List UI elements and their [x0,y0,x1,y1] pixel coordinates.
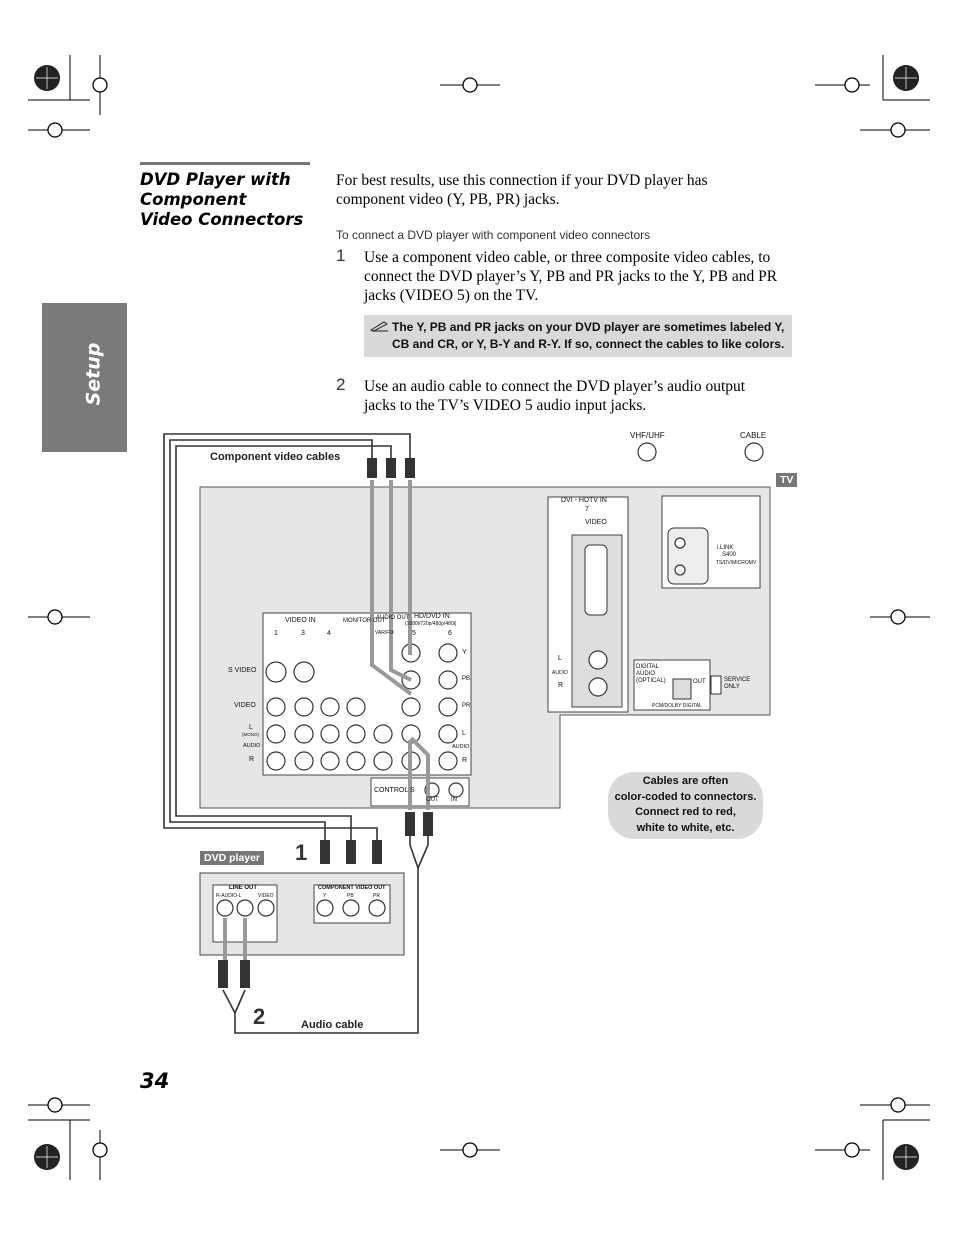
l-jack-label: L [462,730,466,737]
var-fix-label: VAR/FIX [375,630,395,636]
component-video-out-label: COMPONENT VIDEO OUT [318,885,386,891]
hd-dvd-in-label: HD/DVD IN [414,613,450,620]
step-number: 1 [336,246,346,265]
line-out-label: LINE OUT [229,885,257,891]
digital-audio-label: DIGITAL AUDIO (OPTICAL) [636,664,666,684]
service-port [711,676,721,694]
r-jack-label: R [462,757,468,764]
diagram-step-2-marker: 2 [253,1004,266,1029]
cv-pb-label: PB [347,893,354,899]
control-out-label: OUT [426,797,439,803]
procedure-heading: To connect a DVD player with component video connectors [336,228,651,242]
pb-jack-label: PB [462,676,471,682]
step-line: Use an audio cable to connect the DVD player’s audio output [364,378,746,395]
audio-row-label: AUDIO [243,743,261,749]
diagram-step-1-marker: 1 [295,840,308,865]
audio-cable-label: Audio cable [301,1019,364,1031]
tv-tag: TV [776,473,797,487]
l-row-label: L [249,724,253,731]
dvi-connector [585,545,607,615]
video-row-label: VIDEO [234,702,256,709]
control-in-label: IN [451,797,457,803]
ilink-label: i.LINK [717,545,734,551]
intro-line: For best results, use this connection if your DVD player has [336,172,708,189]
color-coding-callout [608,772,763,839]
component-video-cables-label: Component video cables [210,451,341,463]
step-line: jacks to the TV’s VIDEO 5 audio input jacks. [364,397,647,414]
cv-pr-label: PR [373,893,380,899]
step-line: Use a component video cable, or three composite video cables, to [364,249,771,266]
callout-line: white to white, etc. [636,821,735,834]
column-label: 1 [274,630,278,637]
audio-jack-label: AUDIO [452,744,470,750]
note-line: The Y, PB and PR jacks on your DVD player are sometimes labeled Y, [392,320,785,334]
s-video-label: S VIDEO [228,667,257,674]
column-label: 3 [301,630,305,637]
callout-line: Connect red to red, [635,806,736,818]
column-label: 6 [448,630,452,637]
audio-out-label: AUDIO OUT [376,615,410,621]
step-line: connect the DVD player’s Y, PB and PR jacks to the Y, PB and PR [364,268,778,285]
y-jack-label: Y [462,649,467,656]
dvi-audio-label: AUDIO [552,670,568,676]
step-line: jacks (VIDEO 5) on the TV. [364,287,539,304]
ilink-sub-label: TS/DV/MICROMV [716,560,757,566]
control-s-label: CONTROL S [374,787,415,794]
title-line: Video Connectors [140,210,304,229]
optical-out-label: OUT [693,679,706,685]
dvi-r-label: R [558,682,564,689]
av-input-section [263,613,471,775]
title-line: Component [140,190,247,209]
intro-line: component video (Y, PB, PR) jacks. [336,191,560,208]
cv-y-label: Y [323,893,327,899]
dvi-number-label: 7 [585,506,589,513]
column-label: 5 [412,630,416,637]
page-number: 34 [140,1069,170,1093]
hd-dvd-formats-label: (1080i/720p/480p/480i) [405,621,457,627]
callout-line: Cables are often [642,775,729,787]
dvi-hdtv-in-label: DVI - HDTV IN [561,497,607,504]
r-row-label: R [249,756,255,763]
dvi-video-label: VIDEO [585,519,607,526]
vhf-uhf-label: VHF/UHF [630,431,665,440]
pcm-dolby-label: PCM/DOLBY DIGITAL [652,703,702,709]
dvd-video-label: VIDEO [258,893,274,899]
side-tab-label: Setup [82,342,105,406]
service-only-label: SERVICE ONLY [724,677,751,690]
callout-line: color-coded to connectors. [614,790,757,803]
cable-label: CABLE [740,431,767,440]
monitor-out-label: MONITOR OUT [343,618,386,624]
note-line: CB and CR, or Y, B-Y and R-Y. If so, connect the cables to like colors. [392,337,785,351]
step-number: 2 [336,375,346,394]
title-line: DVD Player with [140,170,291,189]
r-audio-l-label: R-AUDIO-L [216,893,242,899]
mono-label: (MONO) [242,732,259,737]
dvi-l-label: L [558,655,562,662]
optical-jack [673,679,691,699]
dvd-player-tag: DVD player [200,851,264,865]
column-label: 4 [327,630,331,637]
pr-jack-label: PR [462,703,471,709]
video-in-label: VIDEO IN [285,617,316,624]
ilink-s400-label: S400 [722,552,737,558]
